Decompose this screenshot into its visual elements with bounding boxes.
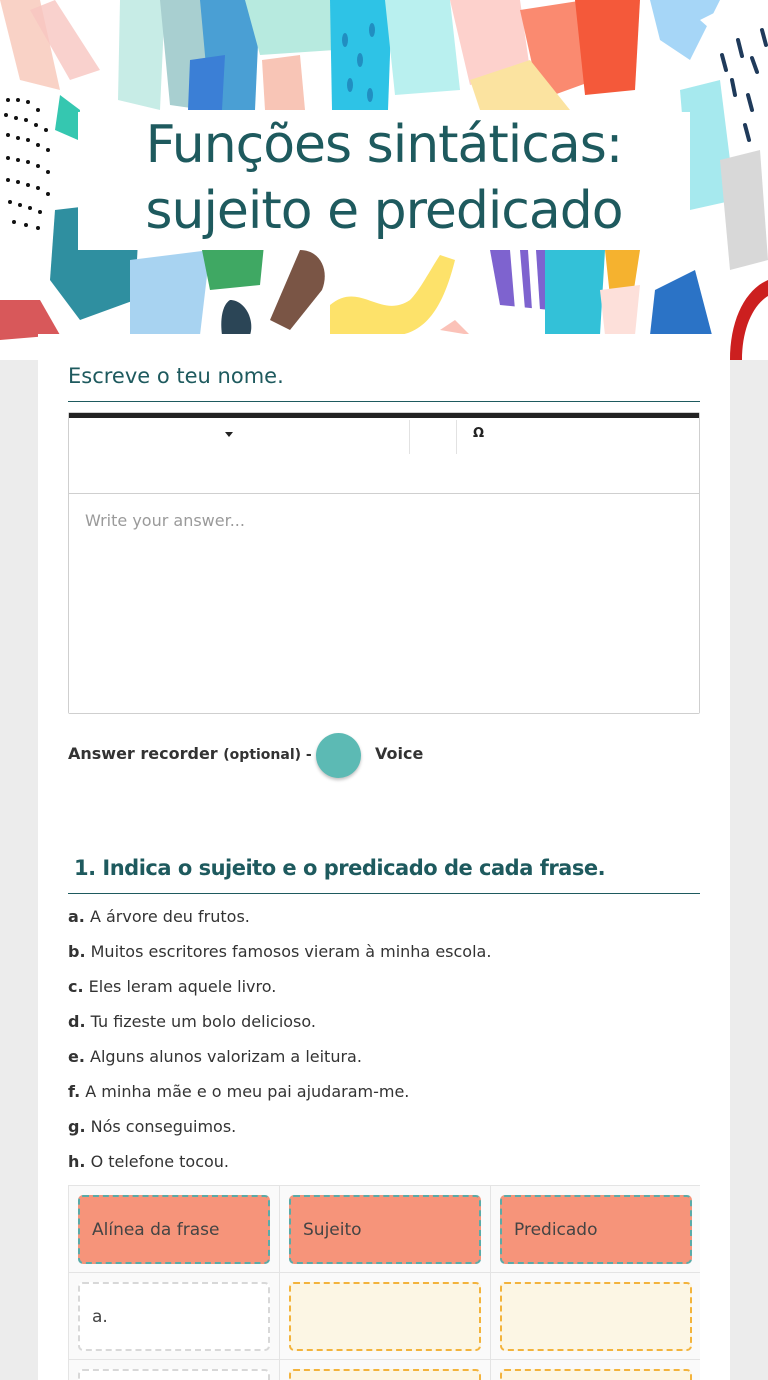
question-subject-predicate-title: 1. Indica o sujeito e o predicado de cada frase. xyxy=(74,856,606,880)
sentence-letter: g. xyxy=(68,1117,86,1136)
sentence-item xyxy=(68,976,491,1011)
sentence-text: Eles leram aquele livro. xyxy=(88,977,277,996)
table-header-cell xyxy=(491,1186,700,1273)
drop-zone-predicado[interactable] xyxy=(500,1282,692,1351)
question-name-divider xyxy=(68,401,700,402)
row-label: a. xyxy=(78,1282,270,1351)
rich-text-editor xyxy=(68,412,700,714)
drop-zone-sujeito[interactable] xyxy=(289,1369,481,1380)
sentence-list xyxy=(68,906,491,1186)
sentence-text: A minha mãe e o meu pai ajudaram-me. xyxy=(85,1082,410,1101)
sentence-item xyxy=(68,1081,491,1116)
sentence-letter: f. xyxy=(68,1082,81,1101)
answer-recorder-optional: (optional) - xyxy=(223,747,312,763)
sentence-text: Muitos escritores famosos vieram à minha escola. xyxy=(90,942,492,961)
sentence-item xyxy=(68,1046,491,1081)
sentence-item xyxy=(68,1151,491,1186)
table-row-cell xyxy=(280,1360,491,1380)
sentence-item xyxy=(68,906,491,941)
sentence-item xyxy=(68,941,491,976)
table-row-cell xyxy=(491,1273,700,1360)
table-row-cell xyxy=(280,1273,491,1360)
table-header-cell xyxy=(69,1186,280,1273)
voice-label: Voice xyxy=(375,744,424,763)
sentence-letter: c. xyxy=(68,977,84,996)
table-row-cell xyxy=(69,1360,280,1380)
sentence-text: Nós conseguimos. xyxy=(90,1117,237,1136)
title-box xyxy=(78,112,690,250)
header-sujeito: Sujeito xyxy=(289,1195,481,1264)
question-name-label: Escreve o teu nome. xyxy=(68,364,284,388)
special-character-icon[interactable]: Ω xyxy=(473,426,485,441)
question-divider xyxy=(68,893,700,894)
toolbar-separator xyxy=(456,420,457,454)
table-header-cell xyxy=(280,1186,491,1273)
drag-drop-table xyxy=(68,1185,700,1380)
header-banner xyxy=(0,0,768,360)
format-dropdown-caret-icon[interactable] xyxy=(225,432,233,437)
sentence-text: Alguns alunos valorizam a leitura. xyxy=(90,1047,362,1066)
row-label xyxy=(78,1369,270,1380)
sentence-text: O telefone tocou. xyxy=(90,1152,230,1171)
toolbar-separator xyxy=(409,420,410,454)
header-alinea: Alínea da frase xyxy=(78,1195,270,1264)
table-row-cell xyxy=(491,1360,700,1380)
page-title-line-1: Funções sintáticas: xyxy=(145,115,623,175)
drop-zone-sujeito[interactable] xyxy=(289,1282,481,1351)
sentence-text: Tu fizeste um bolo delicioso. xyxy=(90,1012,316,1031)
sentence-letter: b. xyxy=(68,942,86,961)
sentence-item xyxy=(68,1116,491,1151)
answer-input[interactable] xyxy=(69,495,699,713)
page-title xyxy=(78,112,690,244)
sentence-text: A árvore deu frutos. xyxy=(89,907,250,926)
voice-record-button[interactable] xyxy=(316,733,361,778)
header-predicado: Predicado xyxy=(500,1195,692,1264)
sentence-letter: a. xyxy=(68,907,85,926)
sentence-item xyxy=(68,1011,491,1046)
table-row-cell xyxy=(69,1273,280,1360)
sentence-letter: e. xyxy=(68,1047,85,1066)
editor-toolbar xyxy=(69,418,699,494)
worksheet-card xyxy=(38,334,730,1380)
sentence-letter: h. xyxy=(68,1152,86,1171)
answer-recorder-text: Answer recorder xyxy=(68,744,218,763)
drop-zone-predicado[interactable] xyxy=(500,1369,692,1380)
sentence-letter: d. xyxy=(68,1012,86,1031)
answer-recorder-label xyxy=(68,744,312,763)
page-title-line-2: sujeito e predicado xyxy=(145,181,623,241)
